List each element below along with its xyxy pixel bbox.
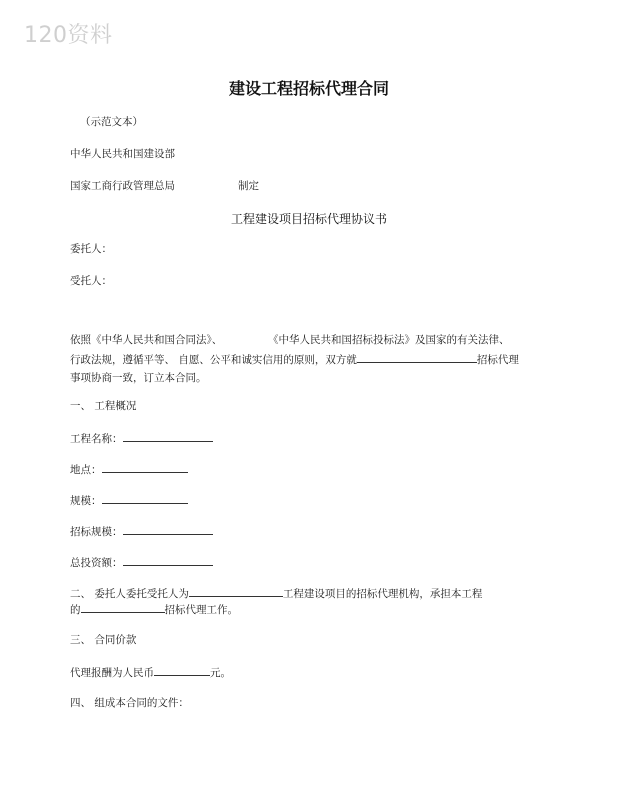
project-name-blank[interactable]: [123, 430, 213, 442]
section-2-scope-blank[interactable]: [81, 601, 165, 613]
section-2-line-2: [70, 601, 238, 617]
section-4-heading: 四、 组成本合同的文件：: [70, 697, 189, 709]
agent-label: 受托人：: [70, 275, 112, 287]
fee-text-a: 代理报酬为人民币: [70, 667, 154, 679]
bid-scale-row: [70, 523, 213, 539]
location-row: [70, 461, 188, 477]
fee-amount-blank[interactable]: [154, 664, 210, 676]
project-blank[interactable]: [357, 351, 477, 363]
issuer-action: 制定: [238, 180, 259, 192]
section-2-project-blank[interactable]: [189, 585, 283, 597]
project-name-row: [70, 430, 213, 446]
section-2-text-c: 的: [70, 604, 81, 616]
total-investment-blank[interactable]: [123, 554, 213, 566]
scale-label: 规模：: [70, 495, 102, 507]
scale-row: [70, 492, 188, 508]
fee-row: [70, 664, 231, 680]
total-investment-label: 总投资额：: [70, 557, 123, 569]
section-2-text-d: 招标代理工作。: [164, 604, 238, 616]
location-blank[interactable]: [102, 461, 188, 473]
issuer-ministry: 中华人民共和国建设部: [70, 148, 175, 160]
section-3-heading: 三、 合同价款: [70, 634, 137, 646]
scale-blank[interactable]: [102, 492, 188, 504]
project-name-label: 工程名称：: [70, 433, 123, 445]
intro-line-1b: 《中华人民共和国招标投标法》及国家的有关法律、: [268, 334, 510, 346]
intro-line-1a: 依照《中华人民共和国合同法》、: [70, 334, 223, 346]
location-label: 地点：: [70, 464, 102, 476]
issuer-administration: 国家工商行政管理总局: [70, 180, 175, 192]
total-investment-row: [70, 554, 213, 570]
section-2-text-a: 二、 委托人委托受托人为: [70, 588, 189, 600]
intro-line-2: [70, 351, 519, 367]
document-title: 建设工程招标代理合同: [228, 79, 389, 98]
bid-scale-blank[interactable]: [123, 523, 213, 535]
fee-text-b: 元。: [210, 667, 231, 679]
intro-line-2b: 招标代理: [476, 354, 519, 366]
watermark: 120资料: [24, 23, 113, 48]
sample-text-label: （示范文本）: [80, 116, 143, 128]
intro-line-3: 事项协商一致，订立本合同。: [70, 372, 207, 384]
principal-label: 委托人：: [70, 243, 112, 255]
bid-scale-label: 招标规模：: [70, 526, 123, 538]
agreement-title: 工程建设项目招标代理协议书: [230, 212, 387, 226]
section-1-heading: 一、 工程概况: [70, 400, 137, 412]
intro-line-2a: 行政法规，遵循平等、 自愿、公平和诚实信用的原则，双方就: [70, 354, 357, 366]
section-2-text-b: 工程建设项目的招标代理机构，承担本工程: [282, 588, 483, 600]
section-2-line-1: [70, 585, 482, 601]
